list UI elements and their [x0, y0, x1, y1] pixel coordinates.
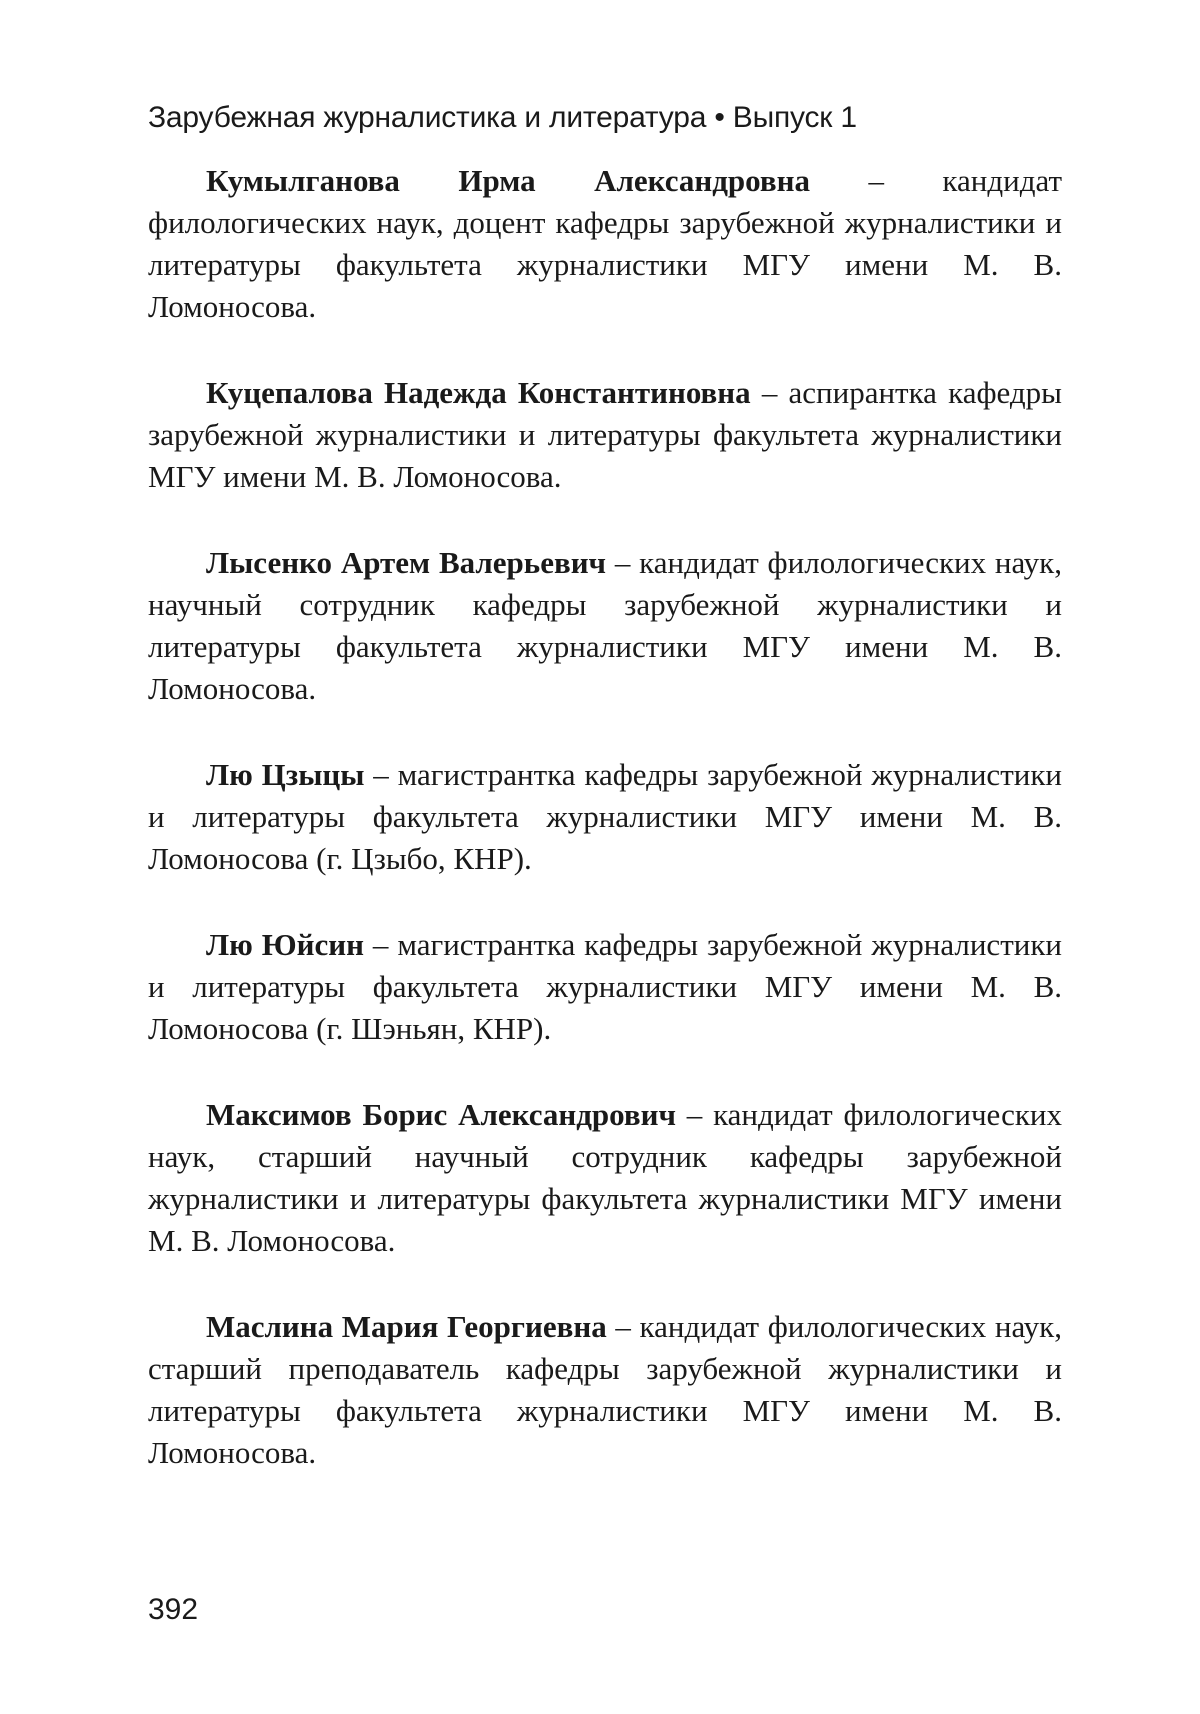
author-description: – кандидат филологических наук, старший преподаватель кафедры зарубежной журналистики и литературы факультета журналистики МГУ имени М. В. Ломоносова. — [148, 1309, 1062, 1470]
author-entry-lysenko — [148, 542, 1062, 710]
author-name: Маслина Мария Георгиевна — [206, 1309, 607, 1344]
author-list — [148, 160, 1062, 1518]
author-name: Лю Цзыцы — [206, 757, 365, 792]
author-entry-maslina — [148, 1306, 1062, 1474]
author-entry-kumylganova — [148, 160, 1062, 328]
author-name: Куцепалова Надежда Константиновна — [206, 375, 751, 410]
author-description: – магистрантка кафедры зарубежной журналистики и литературы факультета журналистики МГУ имени М. В. Ломоносова (г. Цзыбо, КНР). — [148, 757, 1062, 876]
author-description: – аспирантка кафедры зарубежной журналистики и литературы факультета журналистики МГУ имени М. В. Ломоносова. — [148, 375, 1062, 494]
author-name: Кумылганова Ирма Александровна — [206, 163, 810, 198]
author-entry-kutsepalova — [148, 372, 1062, 498]
author-description: – кандидат филологических наук, доцент кафедры зарубежной журналистики и литературы факультета журналистики МГУ имени М. В. Ломоносова. — [148, 163, 1062, 324]
author-entry-maksimov — [148, 1094, 1062, 1262]
author-name: Лю Юйсин — [206, 927, 364, 962]
author-description: – кандидат филологических наук, старший научный сотрудник кафедры зарубежной журналистики и литературы факультета журналистики МГУ имени М. В. Ломоносова. — [148, 1097, 1062, 1258]
author-description: – кандидат филологических наук, научный сотрудник кафедры зарубежной журналистики и литературы факультета журналистики МГУ имени М. В. Ломоносова. — [148, 545, 1062, 706]
page-number: 392 — [148, 1593, 199, 1626]
author-name: Максимов Борис Александрович — [206, 1097, 676, 1132]
running-title: Зарубежная журналистика и литература • Выпуск 1 — [148, 101, 857, 134]
author-entry-liu-zitsi — [148, 754, 1062, 880]
author-description: – магистрантка кафедры зарубежной журналистики и литературы факультета журналистики МГУ имени М. В. Ломоносова (г. Шэньян, КНР). — [148, 927, 1062, 1046]
author-name: Лысенко Артем Валерьевич — [206, 545, 607, 580]
author-entry-liu-yuixin — [148, 924, 1062, 1050]
